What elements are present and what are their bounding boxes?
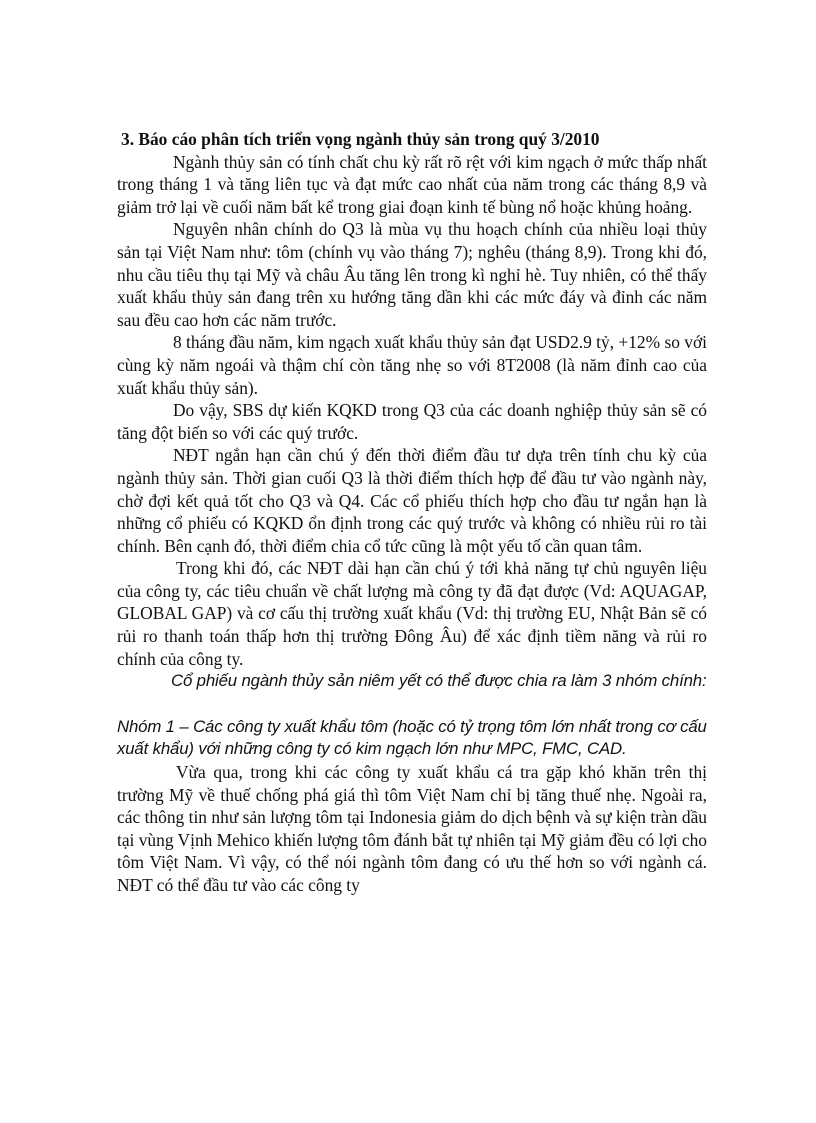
paragraph-sbs-forecast: Do vậy, SBS dự kiến KQKD trong Q3 của các doanh nghiệp thủy sản sẽ có tăng đột biến so với các quý trước. bbox=[117, 400, 707, 443]
paragraph-long-term-investors: Trong khi đó, các NĐT dài hạn cần chú ý tới khả năng tự chủ nguyên liệu của công ty, các tiêu chuẩn về chất lượng mà công ty đã đạt được (Vd: AQUAGAP, GLOBAL GAP) và cơ cấu thị trường xuất khẩu (Vd: thị trường EU, Nhật Bản sẽ có rủi ro thanh toán thấp hơn thị trường Đông Âu) để xác định tiềm năng và rủi ro chính của công ty. bbox=[117, 558, 707, 669]
paragraph-eight-month-export: 8 tháng đầu năm, kim ngạch xuất khẩu thủy sản đạt USD2.9 tỷ, +12% so với cùng kỳ năm ngoái và thậm chí còn tăng nhẹ so với 8T2008 (là năm đỉnh cao của xuất khẩu thủy sản). bbox=[117, 332, 707, 398]
paragraph-main-cause: Nguyên nhân chính do Q3 là mùa vụ thu hoạch chính của nhiều loại thủy sản tại Việt Nam như: tôm (chính vụ vào tháng 7); nghêu (tháng 8,9). Trong khi đó, nhu cầu tiêu thụ tại Mỹ và châu Âu tăng lên trong kì nghỉ hè. Tuy nhiên, có thể thấy xuất khẩu thủy sản đang trên xu hướng tăng dần khi các mức đáy và đỉnh các năm sau đều cao hơn các năm trước. bbox=[117, 219, 707, 330]
document-body bbox=[117, 128, 707, 897]
section-heading: 3. Báo cáo phân tích triển vọng ngành thủy sản trong quý 3/2010 bbox=[121, 129, 600, 149]
paragraph-seasonality: Ngành thủy sản có tính chất chu kỳ rất rõ rệt với kim ngạch ở mức thấp nhất trong tháng 1 và tăng liên tục và đạt mức cao nhất của năm trong các tháng 8,9 và giảm trở lại về cuối năm bất kể trong giai đoạn kinh tế bùng nổ hoặc khủng hoảng. bbox=[117, 151, 707, 217]
group-1-title: Nhóm 1 – Các công ty xuất khẩu tôm (hoặc có tỷ trọng tôm lớn nhất trong cơ cấu xuất khẩu) với những công ty có kim ngạch lớn như MPC, FMC, CAD. bbox=[117, 716, 707, 759]
paragraph-stock-groups-intro: Cổ phiếu ngành thủy sản niêm yết có thể được chia ra làm 3 nhóm chính: bbox=[171, 671, 707, 691]
paragraph-short-term-investors: NĐT ngắn hạn cần chú ý đến thời điểm đầu tư dựa trên tính chu kỳ của ngành thủy sản. Thời gian cuối Q3 là thời điểm thích hợp để đầu tư vào ngành này, chờ đợi kết quả tốt cho Q3 và Q4. Các cổ phiếu thích hợp cho đầu tư ngắn hạn là những cổ phiếu có KQKD ổn định trong các quý trước và không có nhiều rủi ro tài chính. Bên cạnh đó, thời điểm chia cổ tức cũng là một yếu tố cần quan tâm. bbox=[117, 445, 707, 556]
paragraph-shrimp-advantage: Vừa qua, trong khi các công ty xuất khẩu cá tra gặp khó khăn trên thị trường Mỹ về thuế chống phá giá thì tôm Việt Nam chỉ bị tăng thuế nhẹ. Ngoài ra, các thông tin như sản lượng tôm tại Indonesia giảm do dịch bệnh và sự kiện tràn dầu tại vùng Vịnh Mehico khiến lượng tôm đánh bắt tự nhiên tại Mỹ giảm đều có lợi cho tôm Việt Nam. Vì vậy, có thể nói ngành tôm đang có ưu thế hơn so với ngành cá. NĐT có thể đầu tư vào các công ty bbox=[117, 762, 707, 895]
